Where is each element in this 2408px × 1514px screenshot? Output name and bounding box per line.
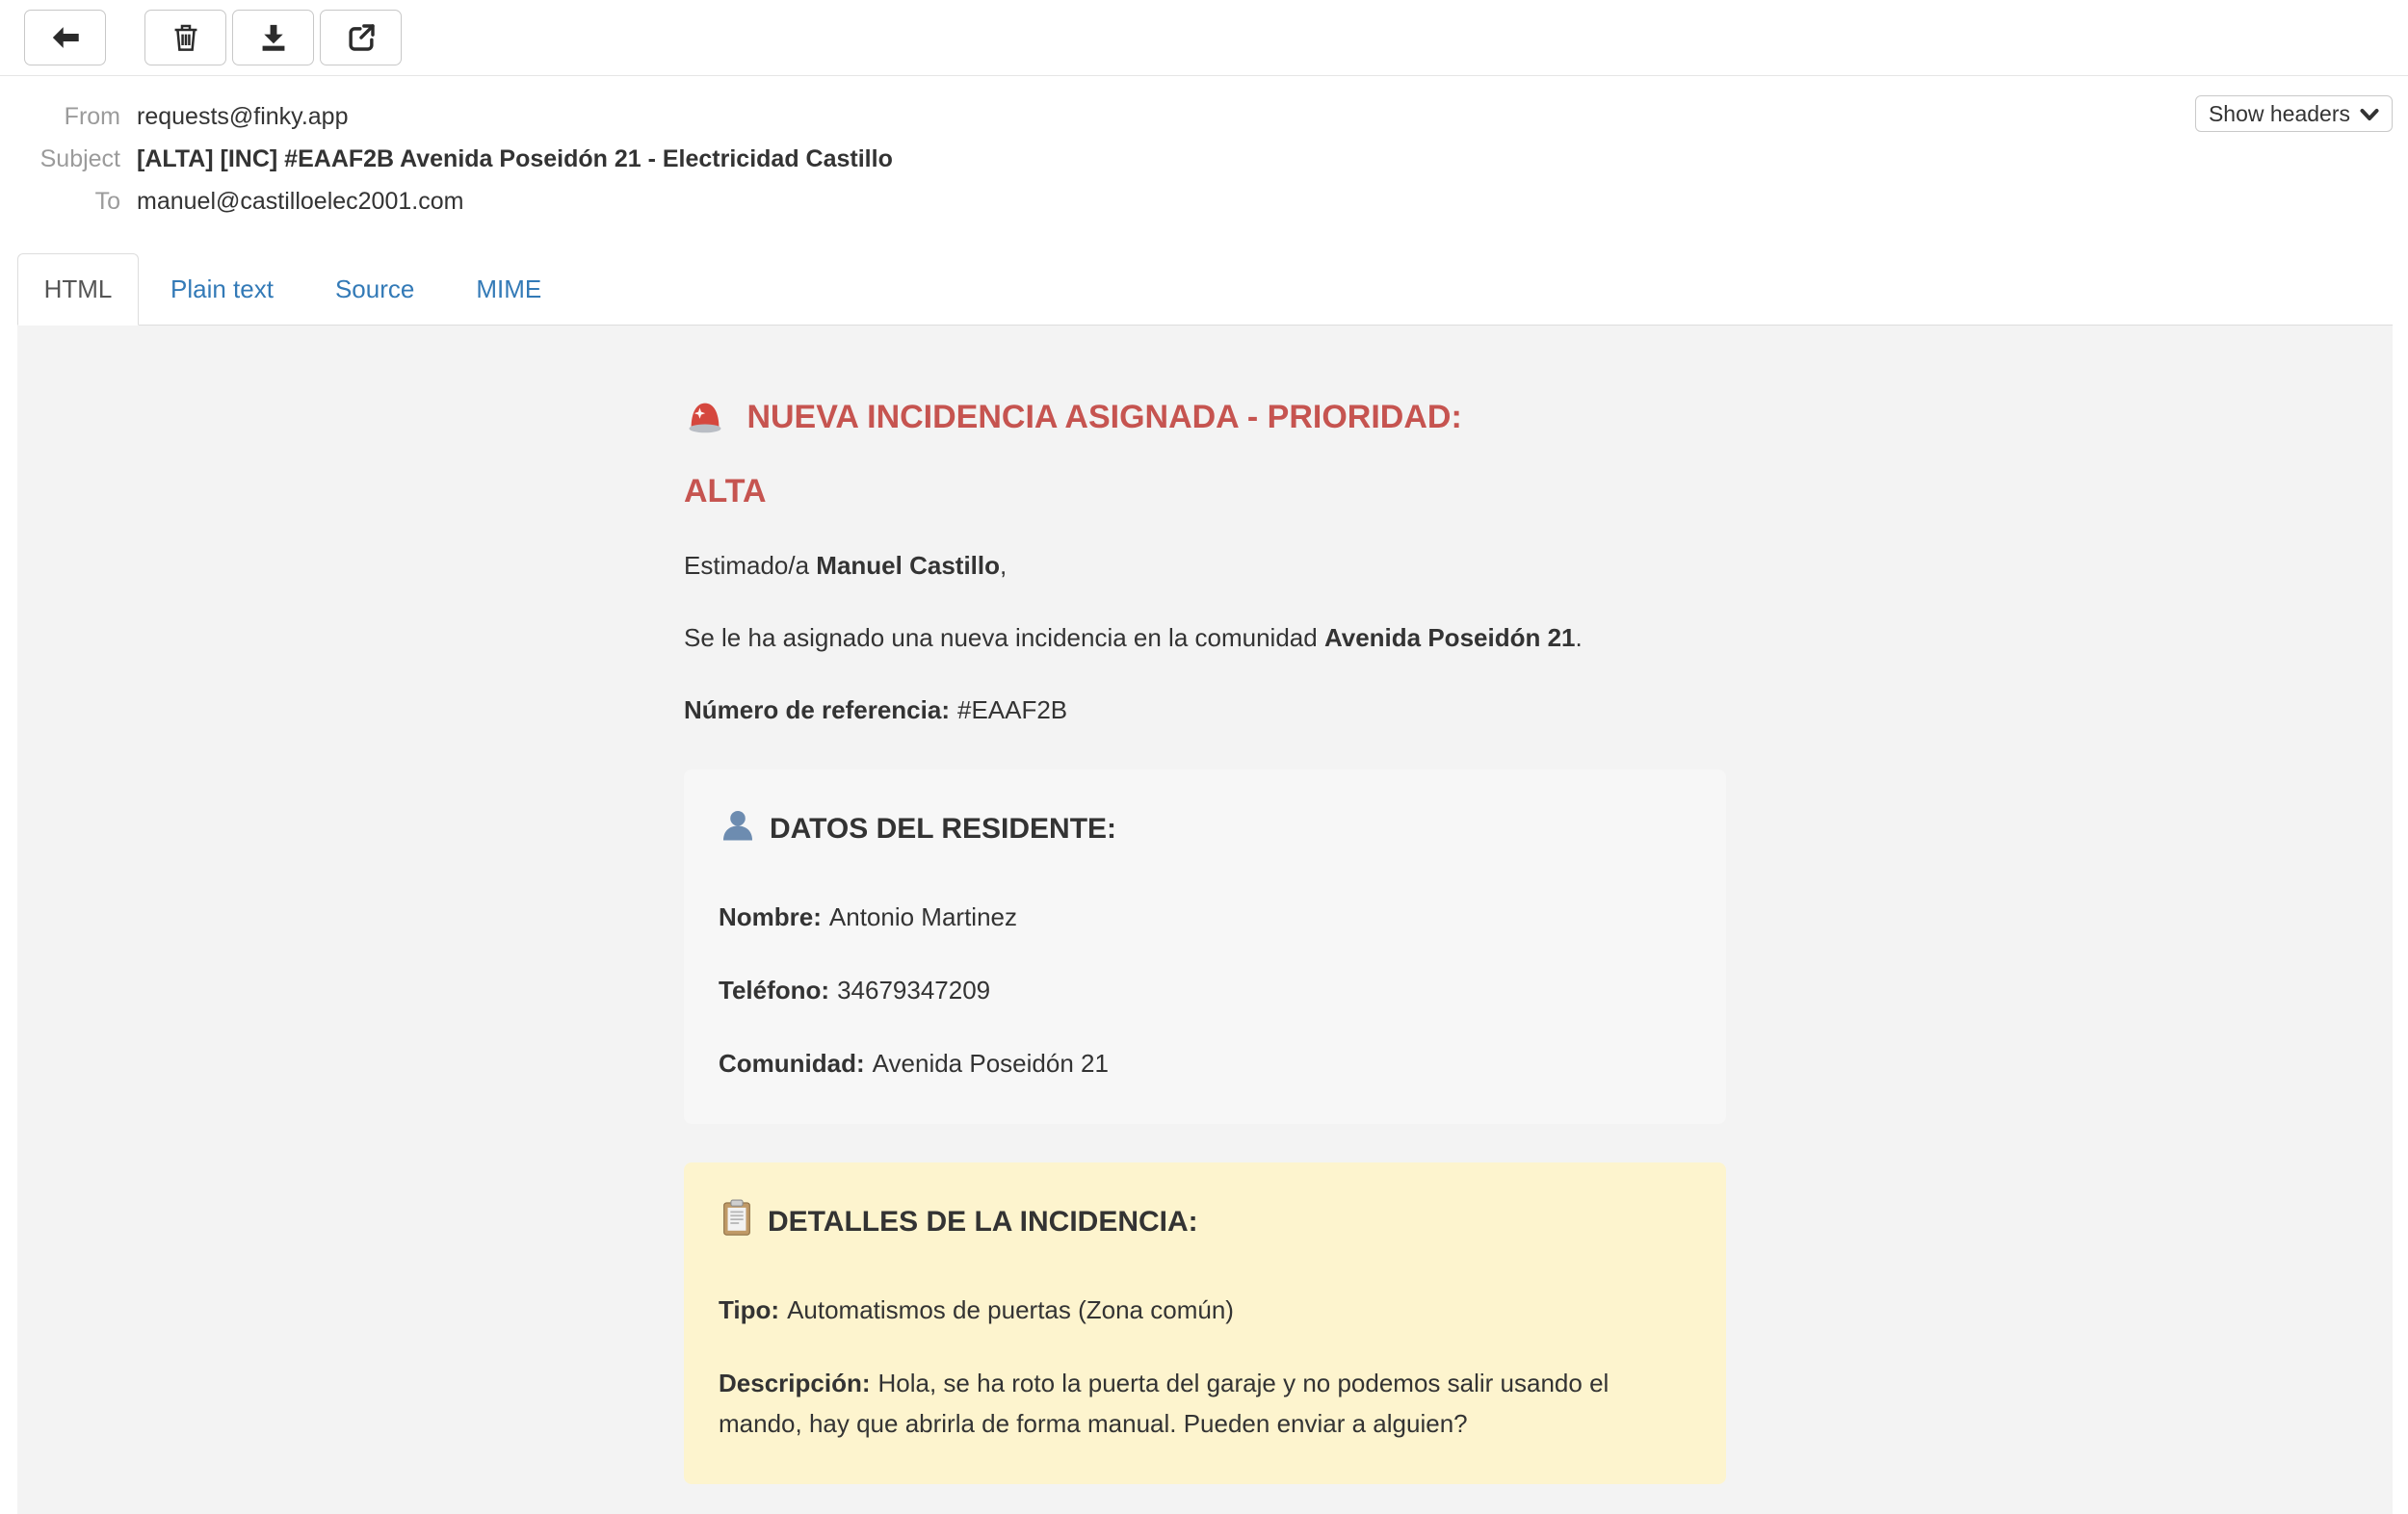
- download-button[interactable]: [232, 10, 314, 65]
- trash-icon: [170, 22, 201, 53]
- resident-field-name: Nombre: Antonio Martinez: [719, 902, 1018, 931]
- toolbar-divider: [0, 75, 2408, 76]
- subject-value: [ALTA] [INC] #EAAF2B Avenida Poseidón 21 - Electricidad Castillo: [137, 144, 893, 172]
- incident-details-box: [684, 1162, 1726, 1484]
- incident-field-description: Descripción: Hola, se ha roto la puerta del garaje y no podemos salir usando el mando, hay que abrirla de forma manual. Pueden enviar a alguien?: [719, 1369, 1610, 1438]
- email-title-line1: NUEVA INCIDENCIA ASIGNADA - PRIORIDAD:: [684, 383, 1726, 457]
- chevron-down-icon: [2360, 101, 2379, 127]
- tab-mime[interactable]: [446, 253, 571, 325]
- back-button[interactable]: [24, 10, 106, 65]
- email-body: [684, 326, 1726, 1484]
- community-name: Avenida Poseidón 21: [1323, 623, 1576, 652]
- tab-plain-text[interactable]: [141, 253, 303, 325]
- release-button[interactable]: [320, 10, 402, 65]
- email-title-line2: ALTA: [684, 473, 767, 509]
- reference-paragraph: [684, 691, 1726, 729]
- header-row-to: [0, 180, 893, 222]
- recipient-name: Manuel Castillo: [816, 551, 1000, 580]
- incident-field-type: Tipo: Automatismos de puertas (Zona común): [719, 1295, 1234, 1324]
- person-icon: [719, 806, 757, 852]
- download-icon: [258, 22, 289, 53]
- show-headers-label: Show headers: [2208, 100, 2350, 126]
- arrow-left-icon: [50, 22, 81, 53]
- from-label: From: [64, 102, 120, 130]
- clipboard-icon: [719, 1199, 755, 1245]
- header-row-subject: [0, 138, 893, 180]
- reference-label: Número de referencia:: [684, 695, 950, 724]
- tab-mime-label: MIME: [476, 274, 542, 303]
- rotating-light-icon: [684, 405, 735, 442]
- header-row-from: [0, 95, 893, 138]
- resident-field-community: Comunidad: Avenida Poseidón 21: [719, 1049, 1109, 1078]
- tab-plain-text-label: Plain text: [170, 274, 274, 303]
- greeting-paragraph: Estimado/a Manuel Castillo,: [684, 551, 1008, 580]
- tab-source[interactable]: [305, 253, 444, 325]
- resident-info-box: [684, 770, 1726, 1124]
- resident-field-phone: Teléfono: 34679347209: [719, 976, 991, 1005]
- tab-source-label: Source: [334, 274, 415, 303]
- share-arrow-icon: [346, 22, 377, 53]
- intro-paragraph: Se le ha asignado una nueva incidencia en la comunidad Avenida Poseidón 21.: [684, 623, 1583, 652]
- to-value: manuel@castilloelec2001.com: [137, 187, 464, 215]
- incident-box-title: DETALLES DE LA INCIDENCIA:: [719, 1199, 1691, 1245]
- tab-html[interactable]: [17, 253, 139, 326]
- resident-box-title: DATOS DEL RESIDENTE:: [719, 806, 1691, 852]
- subject-label: Subject: [39, 144, 120, 172]
- show-headers-button[interactable]: [2195, 95, 2393, 132]
- toolbar: [24, 10, 402, 65]
- delete-button[interactable]: [144, 10, 226, 65]
- email-preview-pane: [17, 326, 2393, 1514]
- from-value: requests@finky.app: [137, 102, 349, 130]
- tab-html-label: HTML: [43, 274, 113, 303]
- email-title: [684, 383, 1726, 525]
- message-headers: [0, 95, 893, 222]
- view-tabs: [17, 253, 2393, 326]
- reference-value: #EAAF2B: [956, 695, 1068, 724]
- to-label: To: [94, 187, 120, 215]
- message-actions-group: [144, 10, 402, 65]
